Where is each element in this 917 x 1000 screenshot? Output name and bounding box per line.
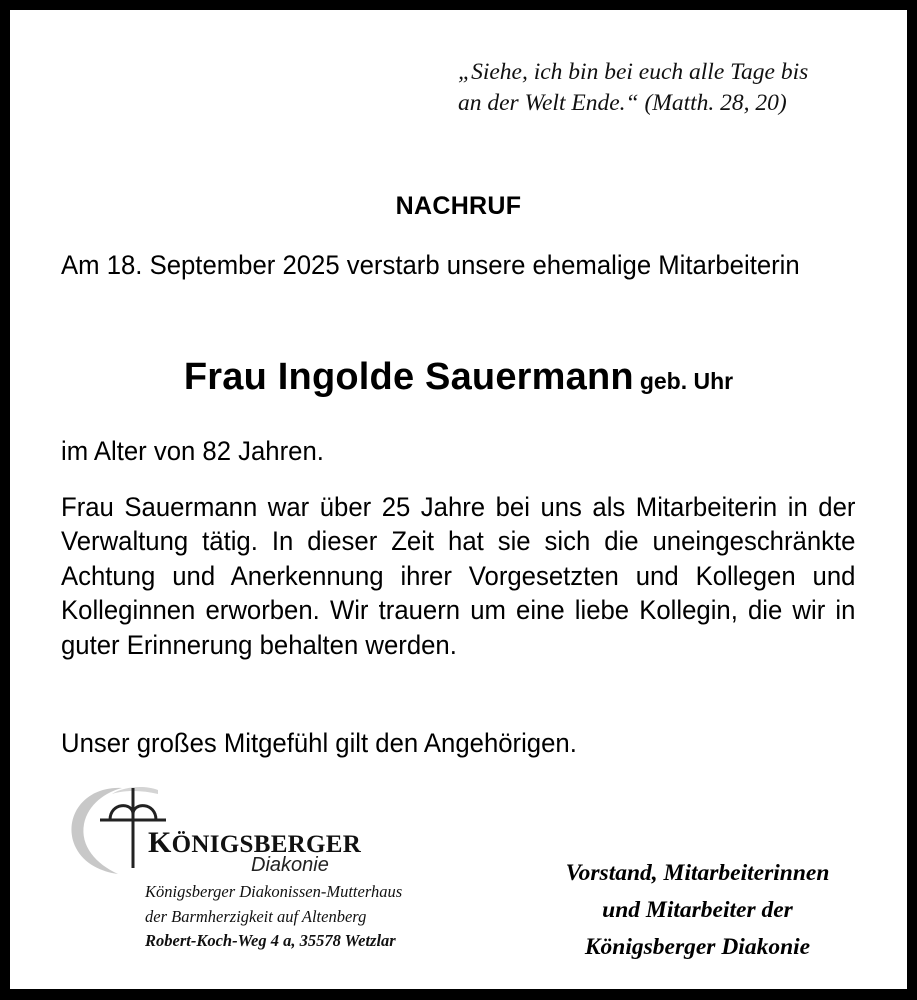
age-text: im Alter von 82 Jahren. xyxy=(61,436,324,466)
organization-address xyxy=(145,880,485,954)
organization-logo xyxy=(62,780,362,880)
obituary-notice xyxy=(10,10,907,989)
signature-line-1: Vorstand, Mitarbeiterinnen xyxy=(565,860,830,886)
signature-line-2: und Mitarbeiter der xyxy=(602,897,793,923)
signature-line-3: Königsberger Diakonie xyxy=(584,934,811,960)
condolence-text: Unser großes Mitgefühl gilt den Angehörigen. xyxy=(61,728,577,758)
address-line-1: Königsberger Diakonissen-Mutterhaus xyxy=(145,882,403,901)
address-line-2: der Barmherzigkeit auf Altenberg xyxy=(145,906,367,926)
deceased-name-line xyxy=(10,356,907,399)
address-line-3: Robert-Koch-Weg 4 a, 35578 Wetzlar xyxy=(145,931,396,950)
notice-title: NACHRUF xyxy=(395,192,522,220)
logo-subtitle: Diakonie xyxy=(251,854,329,876)
quote-line-2: an der Welt Ende.“ (Matth. 28, 20) xyxy=(458,90,787,116)
bible-quote xyxy=(458,57,878,119)
birth-name: geb. Uhr xyxy=(639,368,734,394)
quote-line-1: „Siehe, ich bin bei euch alle Tage bis xyxy=(458,59,809,85)
intro-text: Am 18. September 2025 verstarb unsere ehemalige Mitarbeiterin xyxy=(61,250,800,280)
deceased-name: Frau Ingolde Sauermann xyxy=(183,356,634,398)
tribute-text: Frau Sauermann war über 25 Jahre bei uns als Mitarbeiterin in der Verwaltung tätig. In dieser Zeit hat sie sich die uneingeschränkte Achtung und Anerkennung ihrer Vorgesetzten und Kollegen und Kolleginnen erworben. Wir trauern um eine liebe Kollegin, die wir in guter Erinnerung behalten werden. xyxy=(61,492,856,660)
logo-wordmark: KÖNIGSBERGER xyxy=(148,826,362,859)
signature-block xyxy=(510,855,885,966)
